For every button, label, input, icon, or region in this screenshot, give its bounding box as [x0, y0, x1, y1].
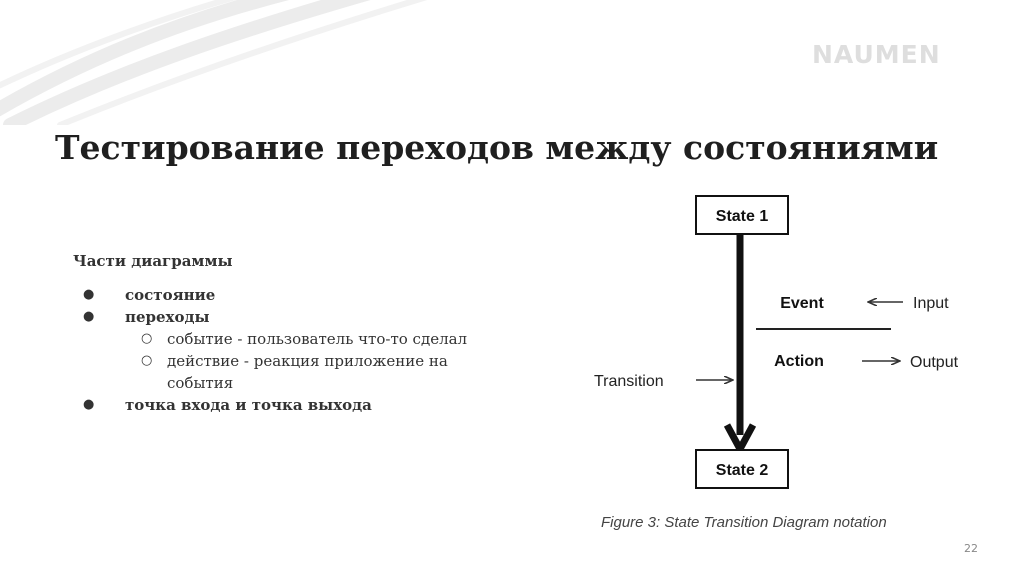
page-number: 22: [964, 542, 978, 555]
list-item: [75, 350, 535, 394]
bullet-text-state: состояние: [125, 286, 216, 304]
bullet-text-transitions: переходы: [125, 308, 210, 326]
state-1-label: State 1: [715, 208, 769, 225]
output-label: Output: [910, 354, 959, 371]
event-label: Event: [780, 295, 824, 312]
sub-bullet-text-event: событие - пользователь что-то сделал: [167, 330, 468, 348]
bullet-marker: ●: [83, 397, 95, 412]
state-transition-diagram: [580, 185, 990, 540]
list-item: [75, 328, 535, 350]
bullet-list: [75, 284, 535, 416]
slide-title: Тестирование переходов между состояниями: [55, 128, 939, 167]
bullet-marker: ●: [83, 309, 95, 324]
transition-label: Transition: [594, 373, 664, 390]
list-item: [75, 306, 535, 328]
sub-bullet-marker: ○: [141, 331, 153, 346]
action-label: Action: [774, 353, 824, 370]
sub-bullet-marker: ○: [141, 353, 153, 368]
background-swoosh-decoration: [0, 0, 460, 125]
figure-caption: Figure 3: State Transition Diagram notation: [601, 514, 887, 531]
sub-bullet-text-action: действие - реакция приложение на события: [167, 352, 448, 392]
section-label: Части диаграммы: [73, 252, 233, 270]
bullet-text-entry-exit: точка входа и точка выхода: [125, 396, 372, 414]
bullet-marker: ●: [83, 287, 95, 302]
naumen-logo: NAUMEN: [812, 40, 941, 69]
list-item: [75, 394, 535, 416]
input-label: Input: [913, 295, 949, 312]
state-2-label: State 2: [715, 462, 769, 479]
list-item: [75, 284, 535, 306]
